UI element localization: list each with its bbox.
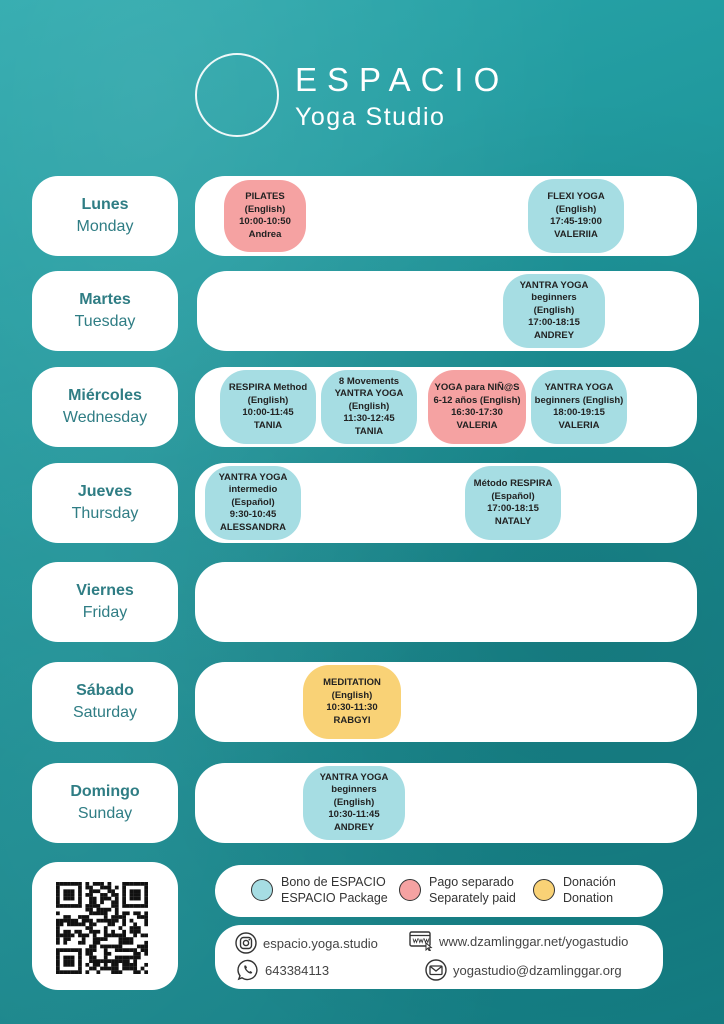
class-line: (English) [555,203,597,215]
qr-code-icon [56,882,148,974]
schedule-row-monday [195,176,697,256]
class-card[interactable] [220,370,316,444]
day-label-friday [32,562,178,642]
class-card[interactable] [528,179,624,253]
legend-label-en: ESPACIO Package [281,891,388,905]
legend-item-separate [399,874,516,906]
class-card[interactable] [303,665,401,739]
class-line: FLEXI YOGA [547,191,605,202]
contact-phone[interactable] [237,959,329,981]
class-line: TANIA [354,425,384,437]
class-line: Andrea [248,228,282,240]
class-line: beginners [531,292,577,304]
class-line: ANDREY [333,821,375,833]
day-label-saturday [32,662,178,742]
class-line: (Español) [491,490,535,502]
day-name-en: Thursday [71,505,139,522]
brand-title: ESPACIO [295,61,510,98]
schedule-row-friday [195,562,697,642]
class-card[interactable] [428,370,526,444]
email-address: yogastudio@dzamlinggar.org [453,962,622,978]
day-name-es: Martes [79,291,131,308]
day-name-es: Lunes [81,196,129,213]
contact-email[interactable] [425,959,622,981]
legend-item-package [251,874,388,906]
day-name-en: Monday [76,218,134,235]
schedule-row-tuesday [197,271,699,351]
class-line: 9:30-10:45 [229,509,277,521]
class-line: 17:45-19:00 [550,216,602,227]
whatsapp-icon [237,959,259,981]
class-line: beginners [331,784,377,796]
day-label-tuesday [32,271,178,351]
contact-website[interactable] [409,931,628,951]
legend-item-donation [533,874,616,906]
class-line: YOGA para NIÑ@S [434,382,520,393]
class-line: 17:00-18:15 [487,503,539,514]
schedule-row-saturday [195,662,697,742]
class-line: (English) [331,689,373,701]
class-line: TANIA [253,419,283,431]
legend-label-es: Donación [563,875,616,889]
schedule-row-sunday [195,763,697,843]
day-name-es: Miércoles [68,387,142,404]
class-line: 11:30-12:45 [343,413,395,425]
class-line: (Español) [231,496,275,508]
instagram-icon [235,932,257,954]
class-line: 17:00-18:15 [528,317,580,329]
class-line: 18:00-19:15 [553,407,605,418]
day-name-en: Tuesday [74,313,136,330]
class-line: RABGYI [333,714,371,726]
class-card[interactable] [503,274,605,348]
class-line: YANTRA YOGA [334,388,404,400]
class-line: (English) [533,304,575,316]
class-card[interactable] [224,180,306,252]
legend-label-es: Pago separado [429,875,514,889]
legend-text [429,874,516,906]
legend-text [563,874,616,906]
day-name-es: Viernes [76,582,134,599]
legend-label-es: Bono de ESPACIO [281,875,386,889]
day-label-monday [32,176,178,256]
class-line: (English) [247,394,289,406]
logo-circle-icon [195,53,279,137]
website-url: www.dzamlinggar.net/yogastudio [439,933,629,949]
day-name-es: Jueves [77,483,133,500]
class-line: VALERIA [558,419,600,431]
class-line: 10:30-11:30 [326,702,378,713]
day-name-en: Sunday [77,805,133,822]
legend-swatch-separate [399,879,421,901]
class-line: YANTRA YOGA [544,382,614,393]
class-card[interactable] [205,466,301,540]
class-card[interactable] [465,466,561,540]
class-line: NATALY [494,515,532,527]
class-card[interactable] [321,370,417,444]
qr-code-panel [32,862,178,990]
phone-number: 643384113 [265,962,330,978]
class-line: YANTRA YOGA [218,471,288,483]
class-line: YANTRA YOGA [319,771,389,783]
email-icon [425,959,447,981]
class-line: 8 Movements [338,375,400,387]
legend-text [281,874,388,906]
day-name-es: Sábado [76,682,134,699]
class-card[interactable] [531,370,627,444]
instagram-handle: espacio.yoga.studio [263,935,378,951]
contact-instagram[interactable] [235,932,378,954]
contact-panel [215,925,663,989]
class-line: 10:00-11:45 [242,407,294,418]
class-line: (English) [244,203,286,215]
class-line: VALERIA [456,419,498,431]
class-line: RESPIRA Method [228,382,308,393]
class-line: 6-12 años (English) [433,394,521,406]
class-line: (English) [348,400,390,412]
day-name-en: Wednesday [62,409,148,426]
legend-swatch-donation [533,879,555,901]
legend-label-en: Separately paid [429,891,516,905]
legend-label-en: Donation [563,891,614,905]
class-line: intermedio [228,484,278,496]
schedule-row-thursday [195,463,697,543]
logo [195,53,510,143]
day-name-en: Friday [82,604,128,621]
class-line: (English) [333,796,375,808]
schedule-row-wednesday [195,367,697,447]
class-line: ANDREY [533,329,575,341]
class-line: VALERIIA [554,228,598,240]
day-label-wednesday [32,367,178,447]
class-line: 16:30-17:30 [451,407,503,418]
day-name-es: Domingo [70,783,140,800]
class-line: Método RESPIRA [473,478,553,489]
class-line: ALESSANDRA [220,521,286,533]
legend [215,865,663,917]
class-line: beginners (English) [534,394,624,406]
brand-subtitle: Yoga Studio [295,103,446,131]
class-line: PILATES [245,191,285,202]
class-line: 10:00-10:50 [239,216,291,227]
web-icon [409,931,433,951]
class-card[interactable] [303,766,405,840]
day-name-en: Saturday [72,704,138,721]
day-label-thursday [32,463,178,543]
legend-swatch-package [251,879,273,901]
class-line: YANTRA YOGA [519,279,589,291]
class-line: 10:30-11:45 [328,809,380,821]
class-line: MEDITATION [323,677,381,688]
day-label-sunday [32,763,178,843]
